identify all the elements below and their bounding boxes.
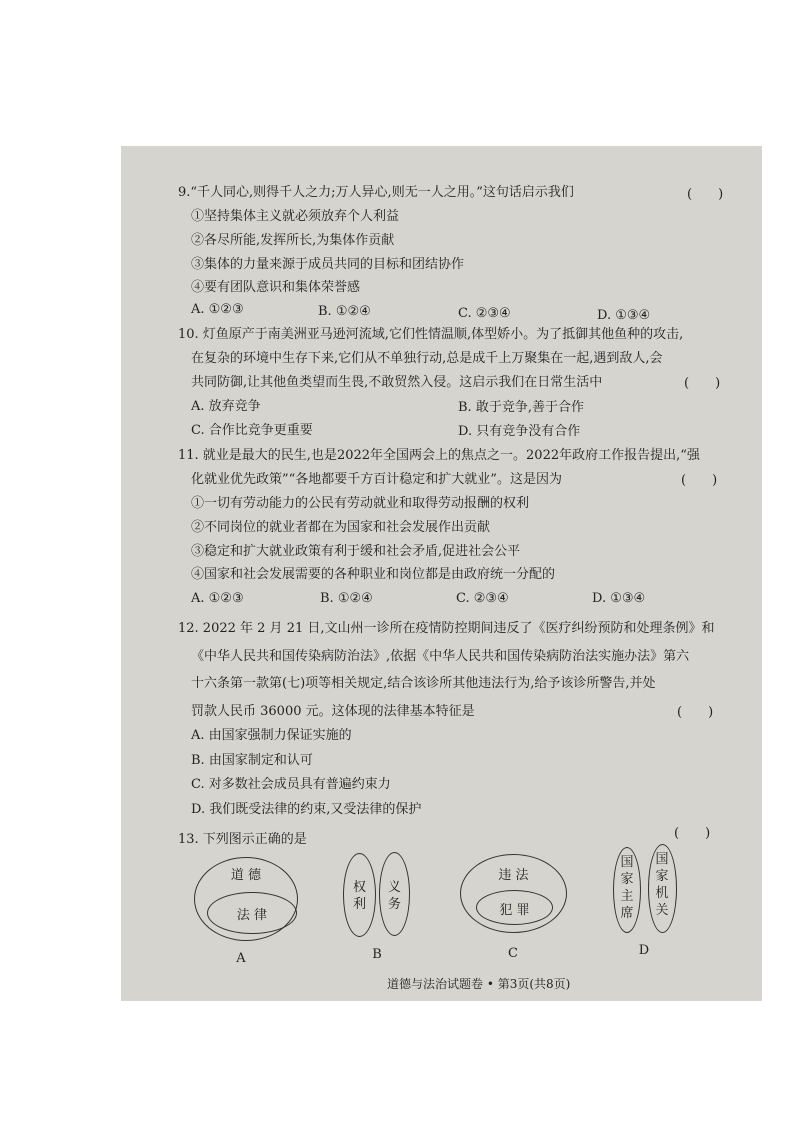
q11-option-c: C. ②③④ bbox=[456, 591, 509, 606]
q11-item-2: ②不同岗位的就业者都在为国家和社会发展作出贡献 bbox=[191, 520, 491, 535]
q9-item-4: ④要有团队意识和集体荣誉感 bbox=[191, 280, 361, 295]
exam-page bbox=[121, 146, 762, 1001]
q12-line-1: 12. 2022 年 2 月 21 日,文山州一诊所在疫情防控期间违反了《医疗纠纷预防和处理条例》和 bbox=[178, 621, 715, 636]
q12-line-3: 十六条第一款第(七)项等相关规定,结合该诊所其他违法行为,给予该诊所警告,并处 bbox=[191, 676, 656, 691]
q11-item-4: ④国家和社会发展需要的各种职业和岗位都是由政府统一分配的 bbox=[191, 567, 556, 582]
q9-option-b: B. ①②④ bbox=[318, 304, 371, 319]
q13-d-caption: D bbox=[638, 943, 650, 958]
q13-a-outer-label: 道 德 bbox=[230, 868, 262, 883]
q13-c-outer-label: 违 法 bbox=[498, 868, 529, 883]
q9-option-a: A. ①②③ bbox=[191, 302, 244, 317]
q9-item-3: ③集体的力量来源于成员共同的目标和团结协作 bbox=[191, 257, 465, 272]
q13-d-right-label: 国家机关 bbox=[655, 852, 669, 918]
q13-b-left-label: 权利 bbox=[352, 880, 366, 912]
q10-option-a: A. 放弃竞争 bbox=[191, 399, 261, 414]
q12-option-c: C. 对多数社会成员具有普遍约束力 bbox=[191, 777, 391, 792]
q10-option-d: D. 只有竞争没有合作 bbox=[458, 424, 581, 439]
q9-option-d: D. ①③④ bbox=[597, 308, 651, 323]
page-footer: 道德与法治试题卷 • 第3页(共8页) bbox=[387, 977, 571, 991]
q10-answer-paren: ( ) bbox=[684, 376, 721, 391]
q10-line-2: 在复杂的环境中生存下来,它们从不单独行动,总是成千上万聚集在一起,遇到敌人,会 bbox=[191, 351, 663, 366]
q13-c-inner-label: 犯 罪 bbox=[499, 903, 530, 918]
q12-answer-paren: ( ) bbox=[677, 705, 714, 720]
q13-stem: 13. 下列图示正确的是 bbox=[178, 832, 307, 847]
q11-option-b: B. ①②④ bbox=[320, 591, 373, 606]
q10-line-1: 10. 灯鱼原产于南美洲亚马逊河流域,它们性情温顺,体型娇小。为了抵御其他鱼种的攻击, bbox=[178, 327, 684, 342]
q13-answer-paren: ( ) bbox=[674, 826, 711, 841]
q10-option-b: B. 敢于竞争,善于合作 bbox=[458, 400, 584, 415]
q11-answer-paren: ( ) bbox=[681, 473, 718, 488]
q12-line-2: 《中华人民共和国传染病防治法》,依据《中华人民共和国传染病防治法实施办法》第六 bbox=[191, 649, 690, 664]
q13-a-inner-label: 法 律 bbox=[236, 908, 268, 923]
q13-d-left-label: 国家主席 bbox=[620, 855, 634, 921]
q12-option-d: D. 我们既受法律的约束,又受法律的保护 bbox=[191, 802, 422, 817]
q11-item-1: ①一切有劳动能力的公民有劳动就业和取得劳动报酬的权利 bbox=[191, 496, 530, 511]
q13-c-caption: C bbox=[508, 946, 518, 961]
q11-option-d: D. ①③④ bbox=[592, 591, 646, 606]
q12-option-a: A. 由国家强制力保证实施的 bbox=[191, 728, 352, 743]
q9-item-1: ①坚持集体主义就必须放弃个人利益 bbox=[191, 209, 400, 224]
q9-option-c: C. ②③④ bbox=[458, 306, 511, 321]
q11-line-2: 化就业优先政策”“各地都要千方百计稳定和扩大就业”。这是因为 bbox=[191, 472, 562, 487]
q10-line-3: 共同防御,让其他鱼类望而生畏,不敢贸然入侵。这启示我们在日常生活中 bbox=[191, 375, 603, 390]
q9-answer-paren: ( ) bbox=[687, 187, 724, 202]
q10-option-c: C. 合作比竞争更重要 bbox=[191, 423, 313, 438]
q13-b-caption: B bbox=[372, 947, 382, 962]
q9-stem: 9.“千人同心,则得千人之力;万人异心,则无一人之用。”这句话启示我们 bbox=[178, 185, 574, 200]
q12-option-b: B. 由国家制定和认可 bbox=[191, 753, 313, 768]
q13-b-right-label: 义务 bbox=[387, 880, 401, 912]
q9-item-2: ②各尽所能,发挥所长,为集体作贡献 bbox=[191, 233, 395, 248]
q11-option-a: A. ①②③ bbox=[191, 591, 244, 606]
q13-a-caption: A bbox=[236, 951, 246, 966]
q11-item-3: ③稳定和扩大就业政策有利于缓和社会矛盾,促进社会公平 bbox=[191, 544, 521, 559]
q11-line-1: 11. 就业是最大的民生,也是2022年全国两会上的焦点之一。2022年政府工作报告提出,“强 bbox=[178, 448, 700, 463]
q12-line-4: 罚款人民币 36000 元。这体现的法律基本特征是 bbox=[191, 704, 475, 719]
